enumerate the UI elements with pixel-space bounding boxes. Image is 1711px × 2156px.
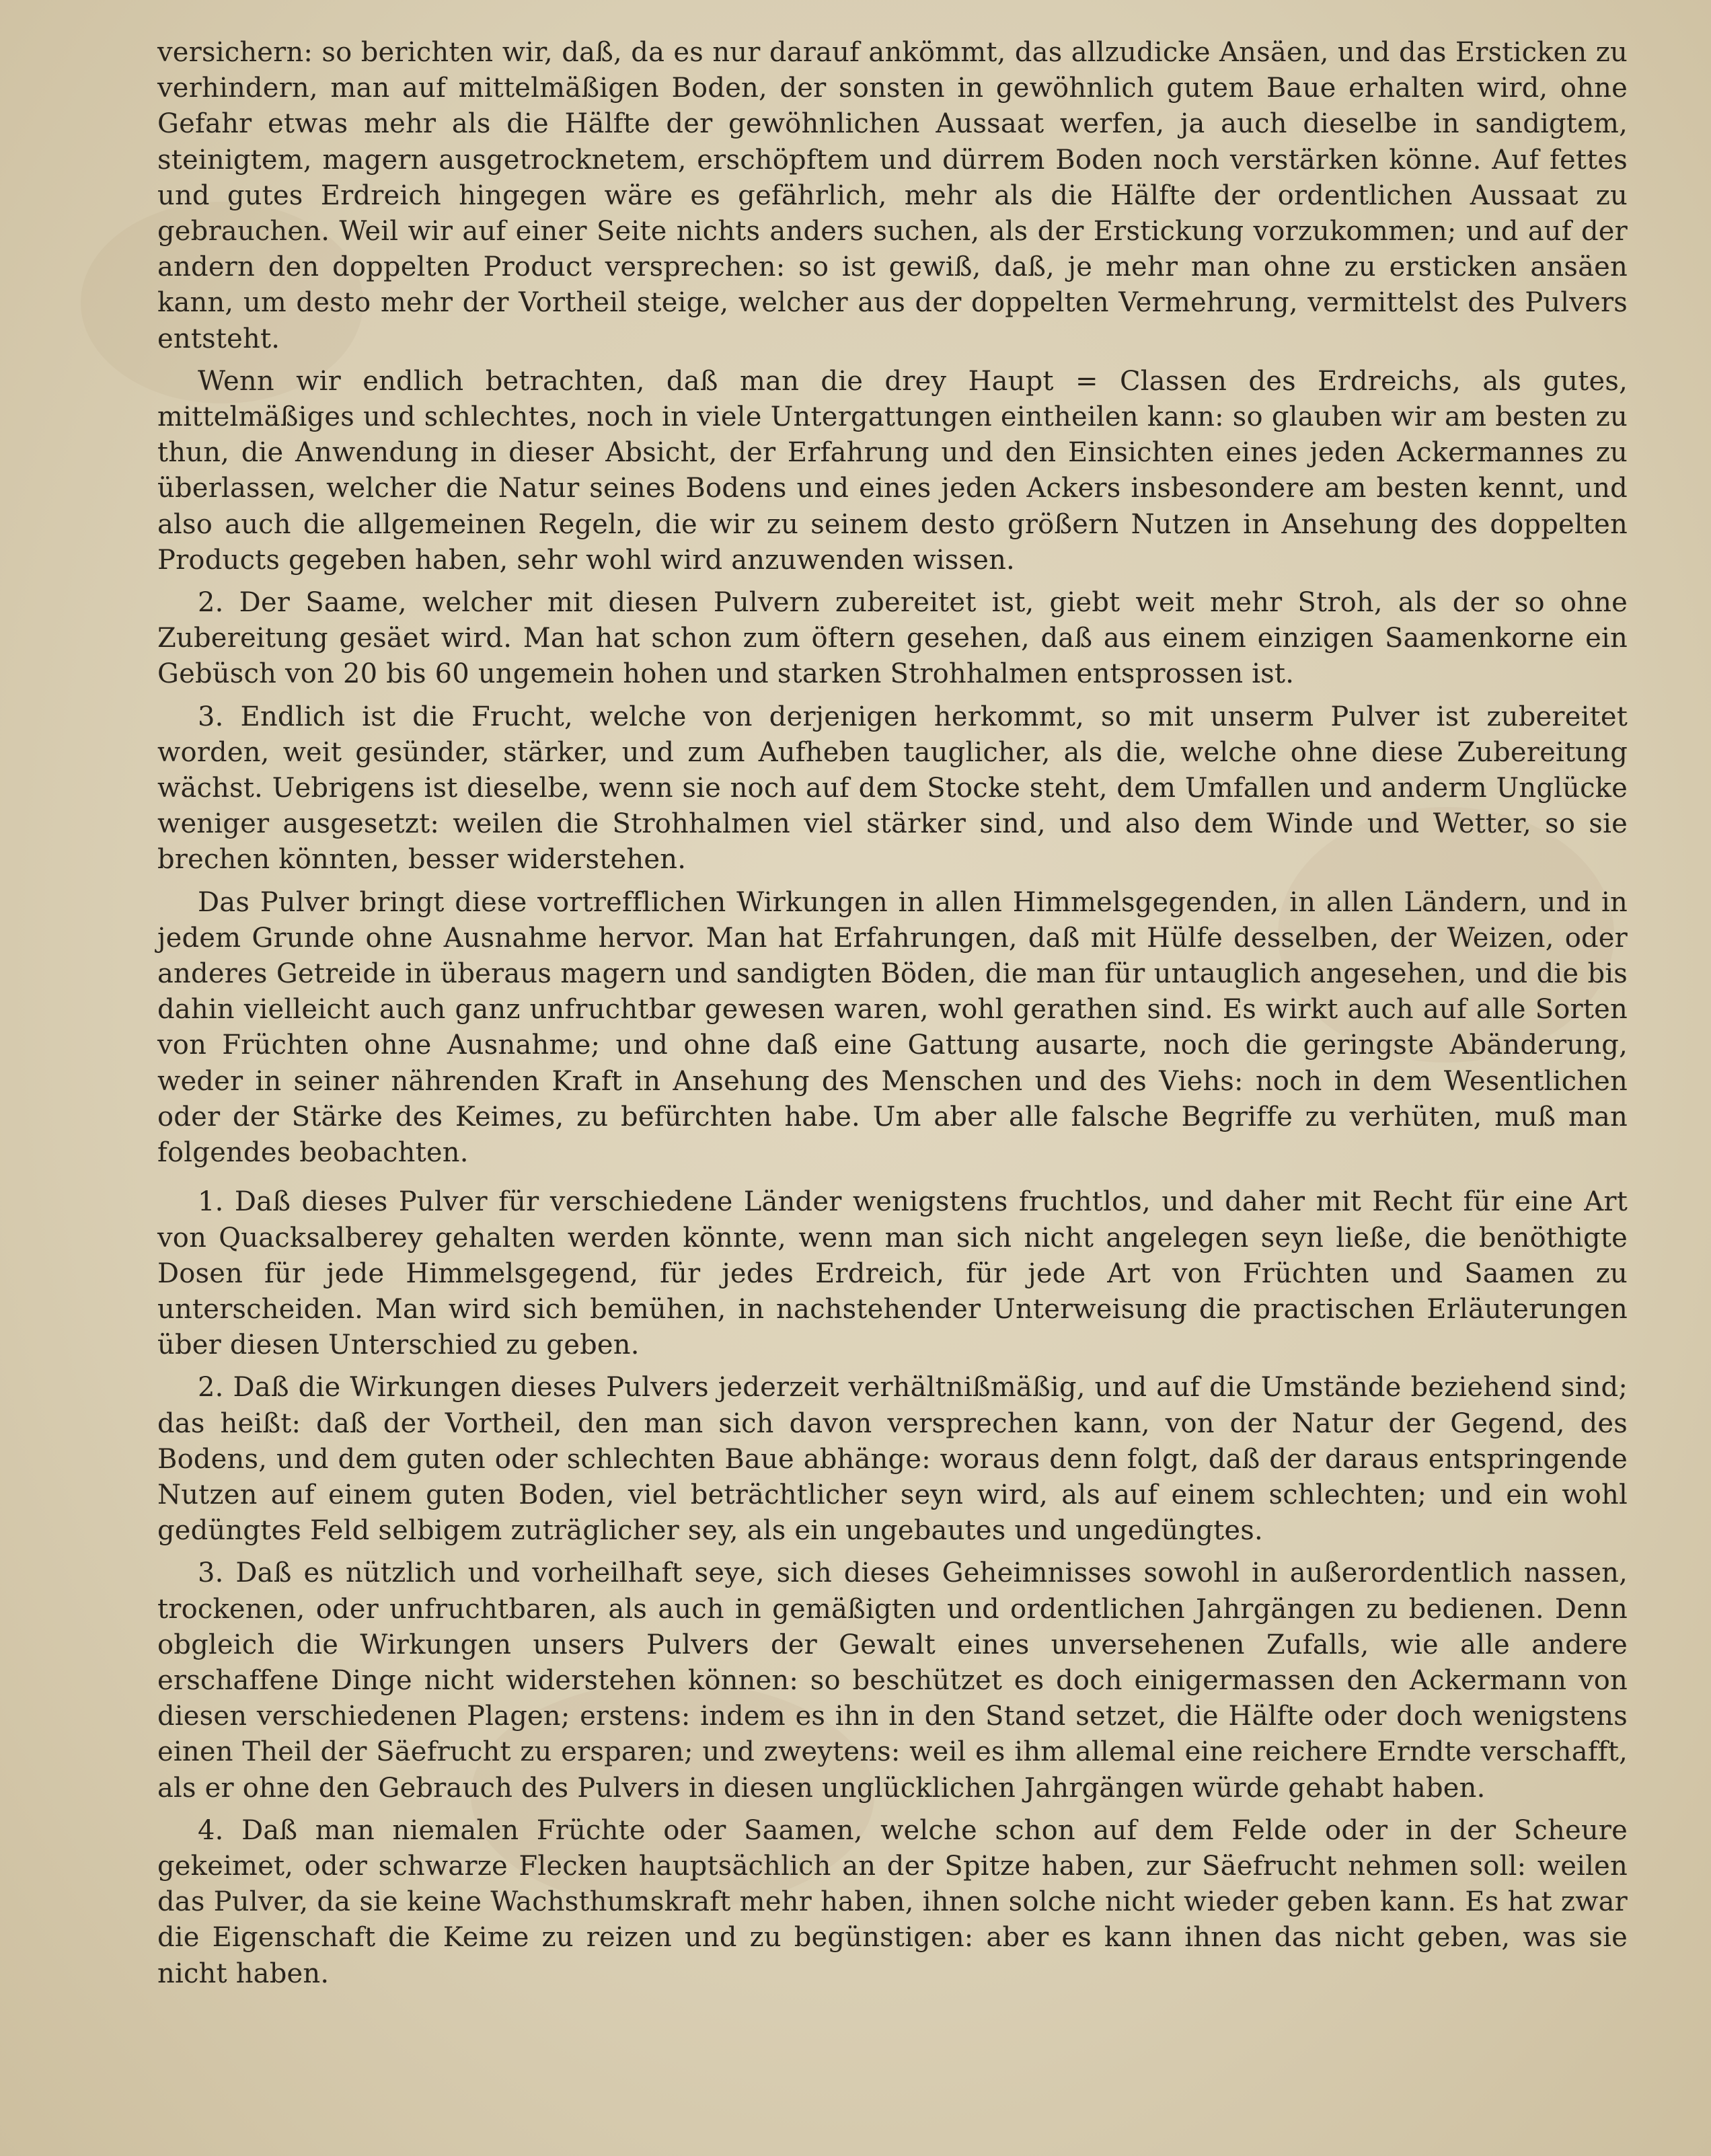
paragraph-continuation: versichern: so berichten wir, daß, da es nur darauf ankömmt, das allzudicke Ansäen, und das Ersticken zu verhindern, man auf mittelmäßigen Boden, der sonsten in gewöhnlich gutem Baue erhalten wird, ohne Gefahr etwas mehr als die Hälfte der gewöhnlichen Aussaat werfen, ja auch dieselbe in sandigtem, steinigtem, magern ausgetrocknetem, erschöpftem und dürrem Boden noch verstärken könne. Auf fettes und gutes Erdreich hingegen wäre es gefährlich, mehr als die Hälfte der ordentlichen Aussaat zu gebrauchen. Weil wir auf einer Seite nichts anders suchen, als der Erstickung vorzukommen; und auf der andern den doppelten Product versprechen: so ist gewiß, daß, je mehr man ohne zu ersticken ansäen kann, um desto mehr der Vortheil steige, welcher aus der doppelten Vermehrung, vermittelst des Pulvers entsteht.	[157, 37, 1628, 354]
body-text	[157, 35, 1628, 1999]
paragraph-point-3-fruit: 3. Endlich ist die Frucht, welche von derjenigen herkommt, so mit unserm Pulver ist zubereitet worden, weit gesünder, stärker, und zum Aufheben tauglicher, als die, welche ohne diese Zubereitung wächst. Uebrigens ist dieselbe, wenn sie noch auf dem Stocke steht, dem Umfallen und anderm Unglücke weniger ausgesetzt: weilen die Strohhalmen viel stärker sind, und also dem Winde und Wetter, so sie brechen könnten, besser widerstehen.	[157, 701, 1628, 876]
paragraph-soil-classes: Wenn wir endlich betrachten, daß man die drey Haupt = Classen des Erdreichs, als gutes, mittelmäßiges und schlechtes, noch in viele Untergattungen eintheilen kann: so glauben wir am besten zu thun, die Anwendung in dieser Absicht, der Erfahrung und den Einsichten eines jeden Ackermannes zu überlassen, welcher die Natur seines Bodens und eines jeden Ackers insbesondere am besten kennt, und also auch die allgemeinen Regeln, die wir zu seinem desto größern Nutzen in Ansehung des doppelten Products gegeben haben, sehr wohl wird anzuwenden wissen.	[157, 365, 1628, 576]
paragraph-rule-1: 1. Daß dieses Pulver für verschiedene Länder wenigstens fruchtlos, und daher mit Recht für eine Art von Quacksalberey gehalten werden könnte, wenn man sich nicht angelegen seyn ließe, die benöthigte Dosen für jede Himmelsgegend, für jedes Erdreich, für jede Art von Früchten und Saamen zu unterscheiden. Man wird sich bemühen, in nachstehender Unterweisung die practischen Erläuterungen über diesen Unterschied zu geben.	[157, 1186, 1628, 1361]
paragraph-rule-2: 2. Daß die Wirkungen dieses Pulvers jederzeit verhältnißmäßig, und auf die Umstände beziehend sind; das heißt: daß der Vortheil, den man sich davon versprechen kann, von der Natur der Gegend, des Bodens, und dem guten oder schlechten Baue abhänge: woraus denn folgt, daß der daraus entspringende Nutzen auf einem guten Boden, viel beträchtlicher seyn wird, als auf einem schlechten; und ein wohl gedüngtes Feld selbigem zuträglicher sey, als ein ungebautes und ungedüngtes.	[157, 1372, 1628, 1547]
paragraph-point-2-straw: 2. Der Saame, welcher mit diesen Pulvern zubereitet ist, giebt weit mehr Stroh, als der so ohne Zubereitung gesäet wird. Man hat schon zum öftern gesehen, daß aus einem einzigen Saamenkorne ein Gebüsch von 20 bis 60 ungemein hohen und starken Strohhalmen entsprossen ist.	[157, 587, 1628, 690]
paragraph-rule-3: 3. Daß es nützlich und vorheilhaft seye, sich dieses Geheimnisses sowohl in außerordentlich nassen, trockenen, oder unfruchtbaren, als auch in gemäßigten und ordentlichen Jahrgängen zu bedienen. Denn obgleich die Wirkungen unsers Pulvers der Gewalt eines unversehenen Zufalls, wie alle andere erschaffene Dinge nicht widerstehen können: so beschützet es doch einigermassen den Ackermann von diesen verschiedenen Plagen; erstens: indem es ihn in den Stand setzet, die Hälfte oder doch wenigstens einen Theil der Säefrucht zu ersparen; und zweytens: weil es ihm allemal eine reichere Erndte verschafft, als er ohne den Gebrauch des Pulvers in diesen unglücklichen Jahrgängen würde gehabt haben.	[157, 1557, 1628, 1804]
paragraph-rule-4: 4. Daß man niemalen Früchte oder Saamen, welche schon auf dem Felde oder in der Scheure gekeimet, oder schwarze Flecken hauptsächlich an der Spitze haben, zur Säefrucht nehmen soll: weilen das Pulver, da sie keine Wachsthumskraft mehr haben, ihnen solche nicht wieder geben kann. Es hat zwar die Eigenschaft die Keime zu reizen und zu begünstigen: aber es kann ihnen das nicht geben, was sie nicht haben.	[157, 1814, 1628, 1989]
paragraph-powder-effects: Das Pulver bringt diese vortrefflichen Wirkungen in allen Himmelsgegenden, in allen Ländern, und in jedem Grunde ohne Ausnahme hervor. Man hat Erfahrungen, daß mit Hülfe desselben, der Weizen, oder anderes Getreide in überaus magern und sandigten Böden, die man für untauglich angesehen, und die bis dahin vielleicht auch ganz unfruchtbar gewesen waren, wohl gerathen sind. Es wirkt auch auf alle Sorten von Früchten ohne Ausnahme; und ohne daß eine Gattung ausarte, noch die geringste Abänderung, weder in seiner nährenden Kraft in Ansehung des Menschen und des Viehs: noch in dem Wesentlichen oder der Stärke des Keimes, zu befürchten habe. Um aber alle falsche Begriffe zu verhüten, muß man folgendes beobachten.	[157, 886, 1628, 1169]
